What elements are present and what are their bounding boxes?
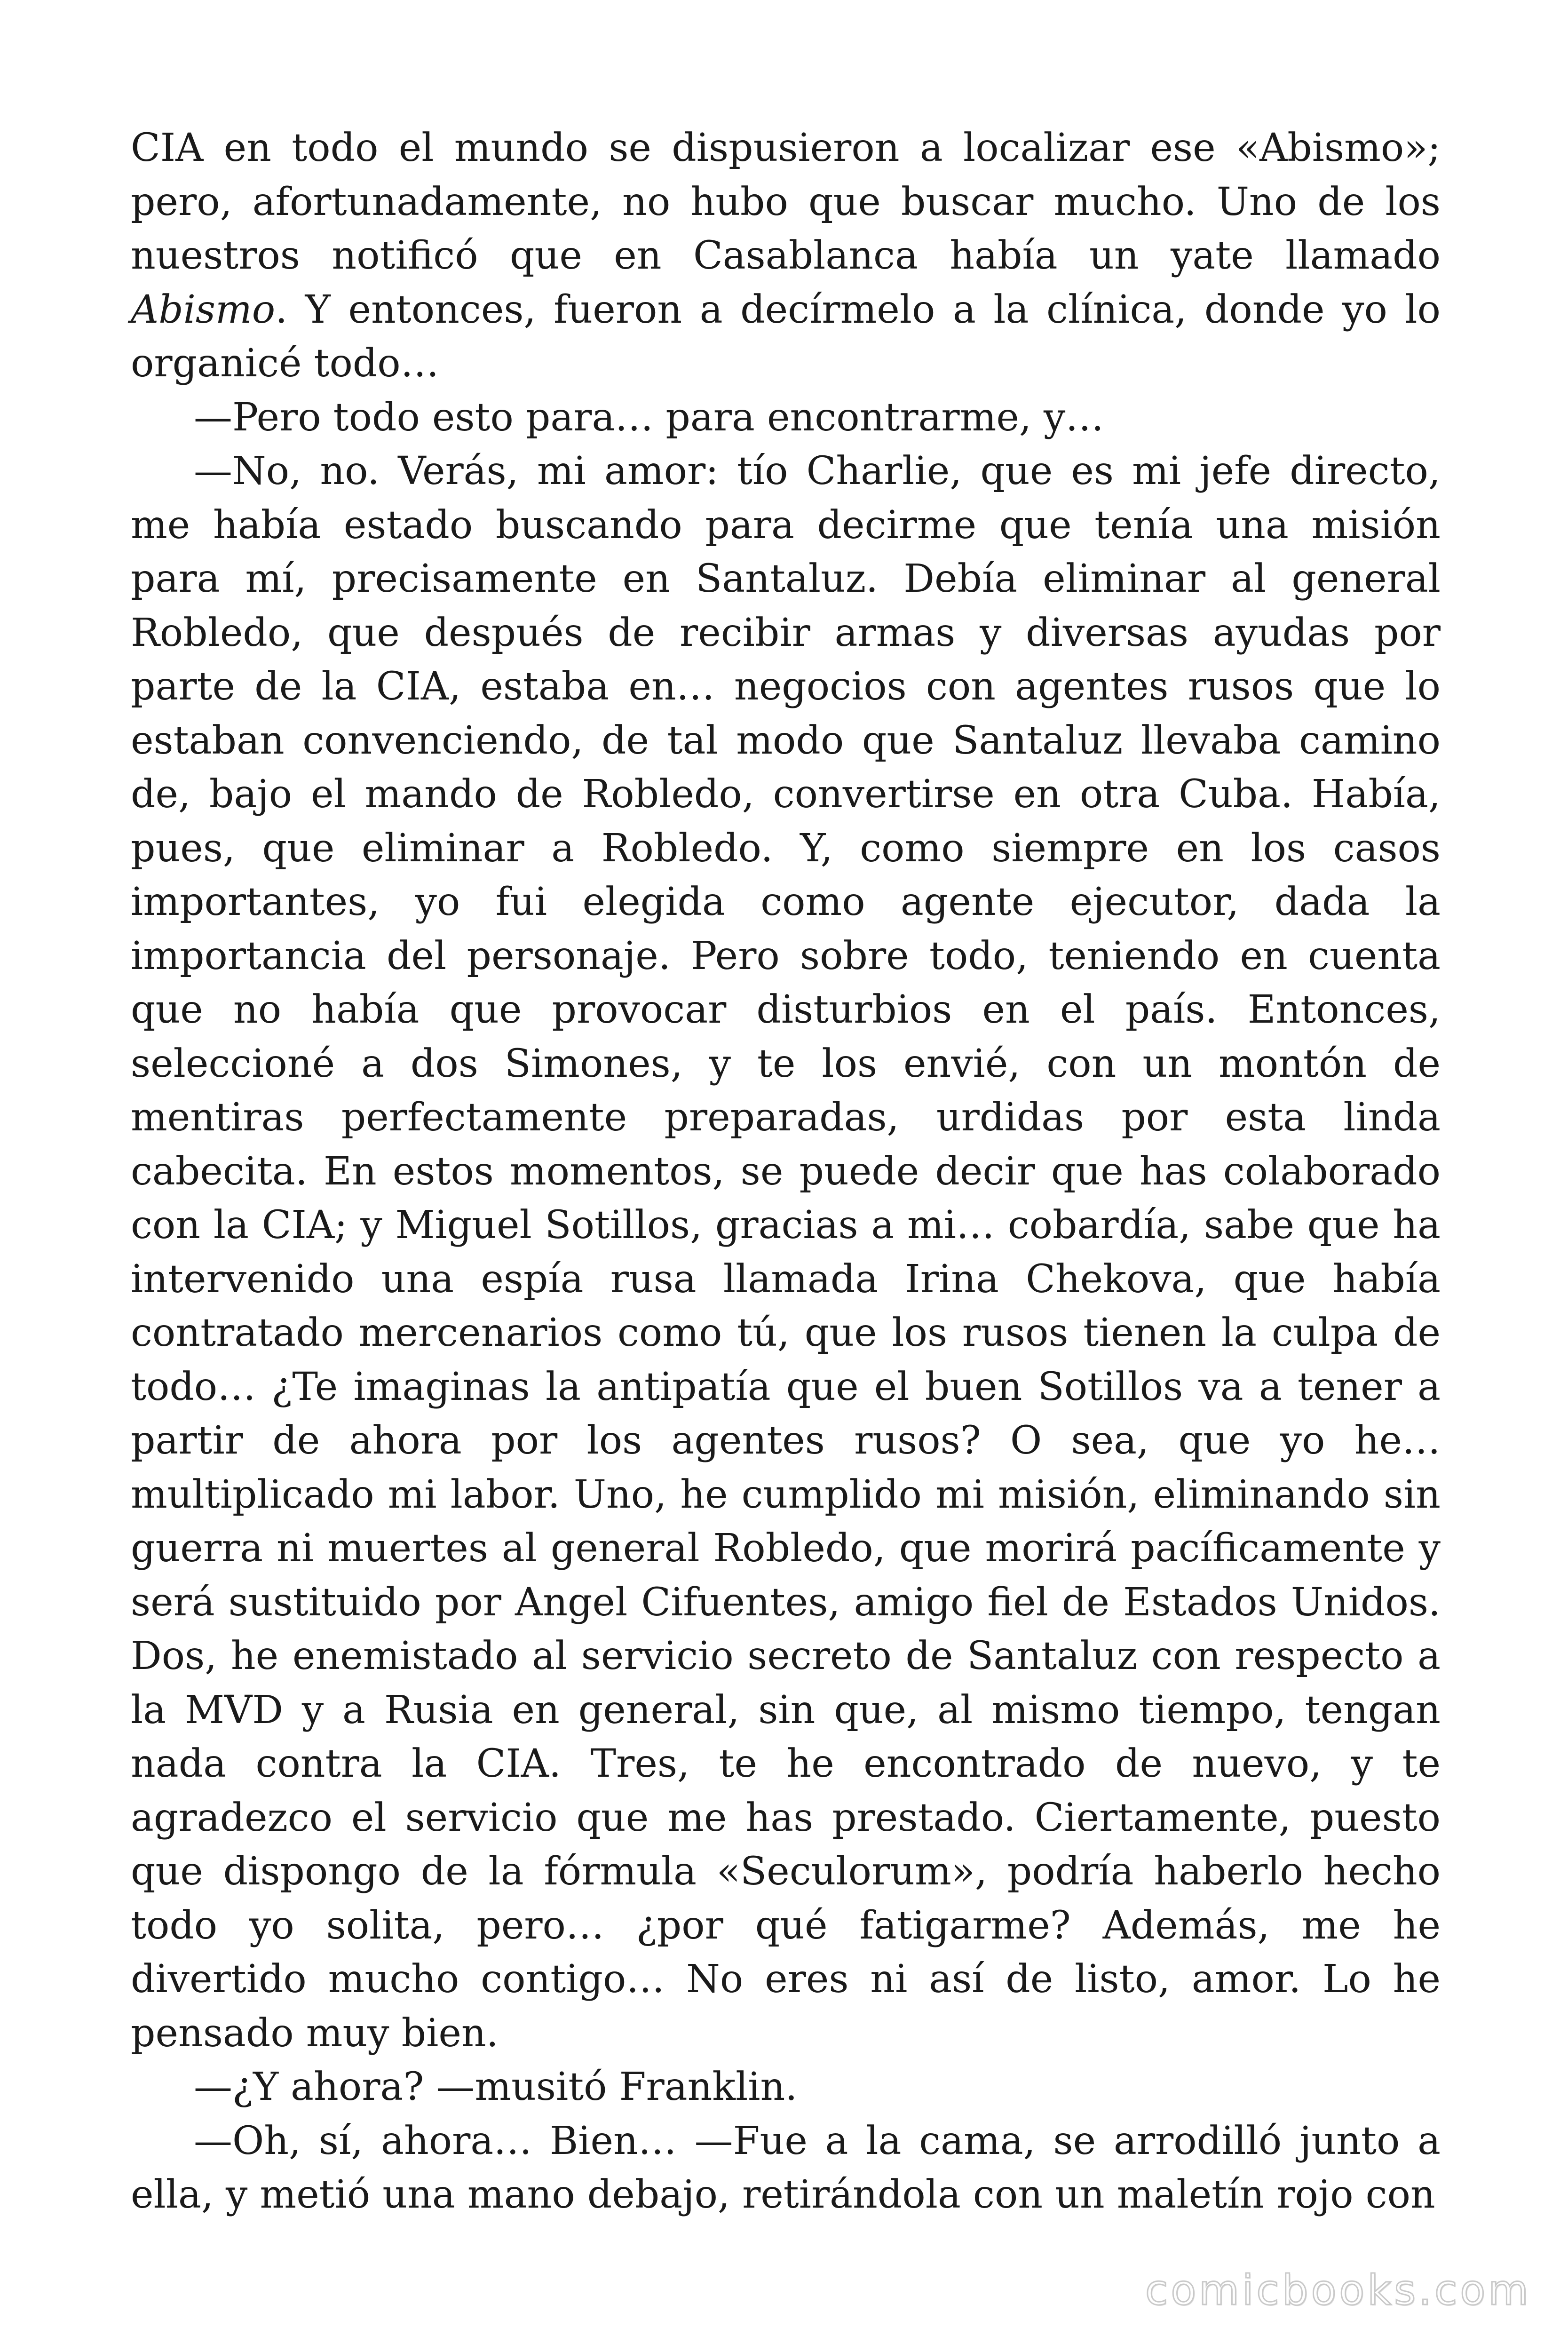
text-segment: —Pero todo esto para… para encontrarme, y… [194,395,1104,440]
text-segment: . Y entonces, fueron a decírmelo a la clínica, donde yo lo organicé todo… [131,287,1441,386]
paragraph [131,2060,1441,2114]
italic-text-segment: Abismo [131,287,276,332]
text-segment: —Oh, sí, ahora… Bien… —Fue a la cama, se arrodilló junto a ella, y metió una mano debajo, retirándola con un maletín rojo con [131,2118,1441,2217]
text-segment: —¿Y ahora? —musitó Franklin. [194,2065,798,2109]
paragraph [131,391,1441,445]
page-text [131,121,1441,2222]
paragraph [131,121,1441,391]
paragraph [131,445,1441,2060]
text-segment: CIA en todo el mundo se dispusieron a localizar ese «Abismo»; pero, afortunadamente, no hubo que buscar mucho. Uno de los nuestros notificó que en Casablanca había un yate llamado [131,126,1441,278]
paragraph [131,2114,1441,2222]
text-segment: —No, no. Verás, mi amor: tío Charlie, que es mi jefe directo, me había estado buscando para decirme que tenía una misión para mí, precisamente en Santaluz. Debía eliminar al general Robledo, que después de recibir armas y diversas ayudas por parte de la CIA, estaba en… negocios con agentes rusos que lo estaban convenciendo, de tal modo que Santaluz llevaba camino de, bajo el mando de Robledo, convertirse en otra Cuba. Había, pues, que eliminar a Robledo. Y, como siempre en los casos importantes, yo fui elegida como agente ejecutor, dada la importancia del personaje. Pero sobre todo, teniendo en cuenta que no había que provocar disturbios en el país. Entonces, seleccioné a dos Simones, y te los envié, con un montón de mentiras perfectamente preparadas, urdidas por esta linda cabecita. En estos momentos, se puede decir que has colaborado con la CIA; y Miguel Sotillos, gracias a mi… cobardía, sabe que ha intervenido una espía rusa llamada Irina Chekova, que había contratado mercenarios como tú, que los rusos tienen la culpa de todo… ¿Te imaginas la antipatía que el buen Sotillos va a tener a partir de ahora por los agentes rusos? O sea, que yo he… multiplicado mi labor. Uno, he cumplido mi misión, eliminando sin guerra ni muertes al general Robledo, que morirá pacíficamente y será sustituido por Angel Cifuentes, amigo fiel de Estados Unidos. Dos, he enemistado al servicio secreto de Santaluz con respecto a la MVD y a Rusia en general, sin que, al mismo tiempo, tengan nada contra la CIA. Tres, te he encontrado de nuevo, y te agradezco el servicio que me has prestado. Ciertamente, puesto que dispongo de la fórmula «Seculorum», podría haberlo hecho todo yo solita, pero… ¿por qué fatigarme? Además, me he divertido mucho contigo… No eres ni así de listo, amor. Lo he pensado muy bien. [131,449,1441,2056]
watermark: comicbooks.com [1145,2266,1531,2314]
